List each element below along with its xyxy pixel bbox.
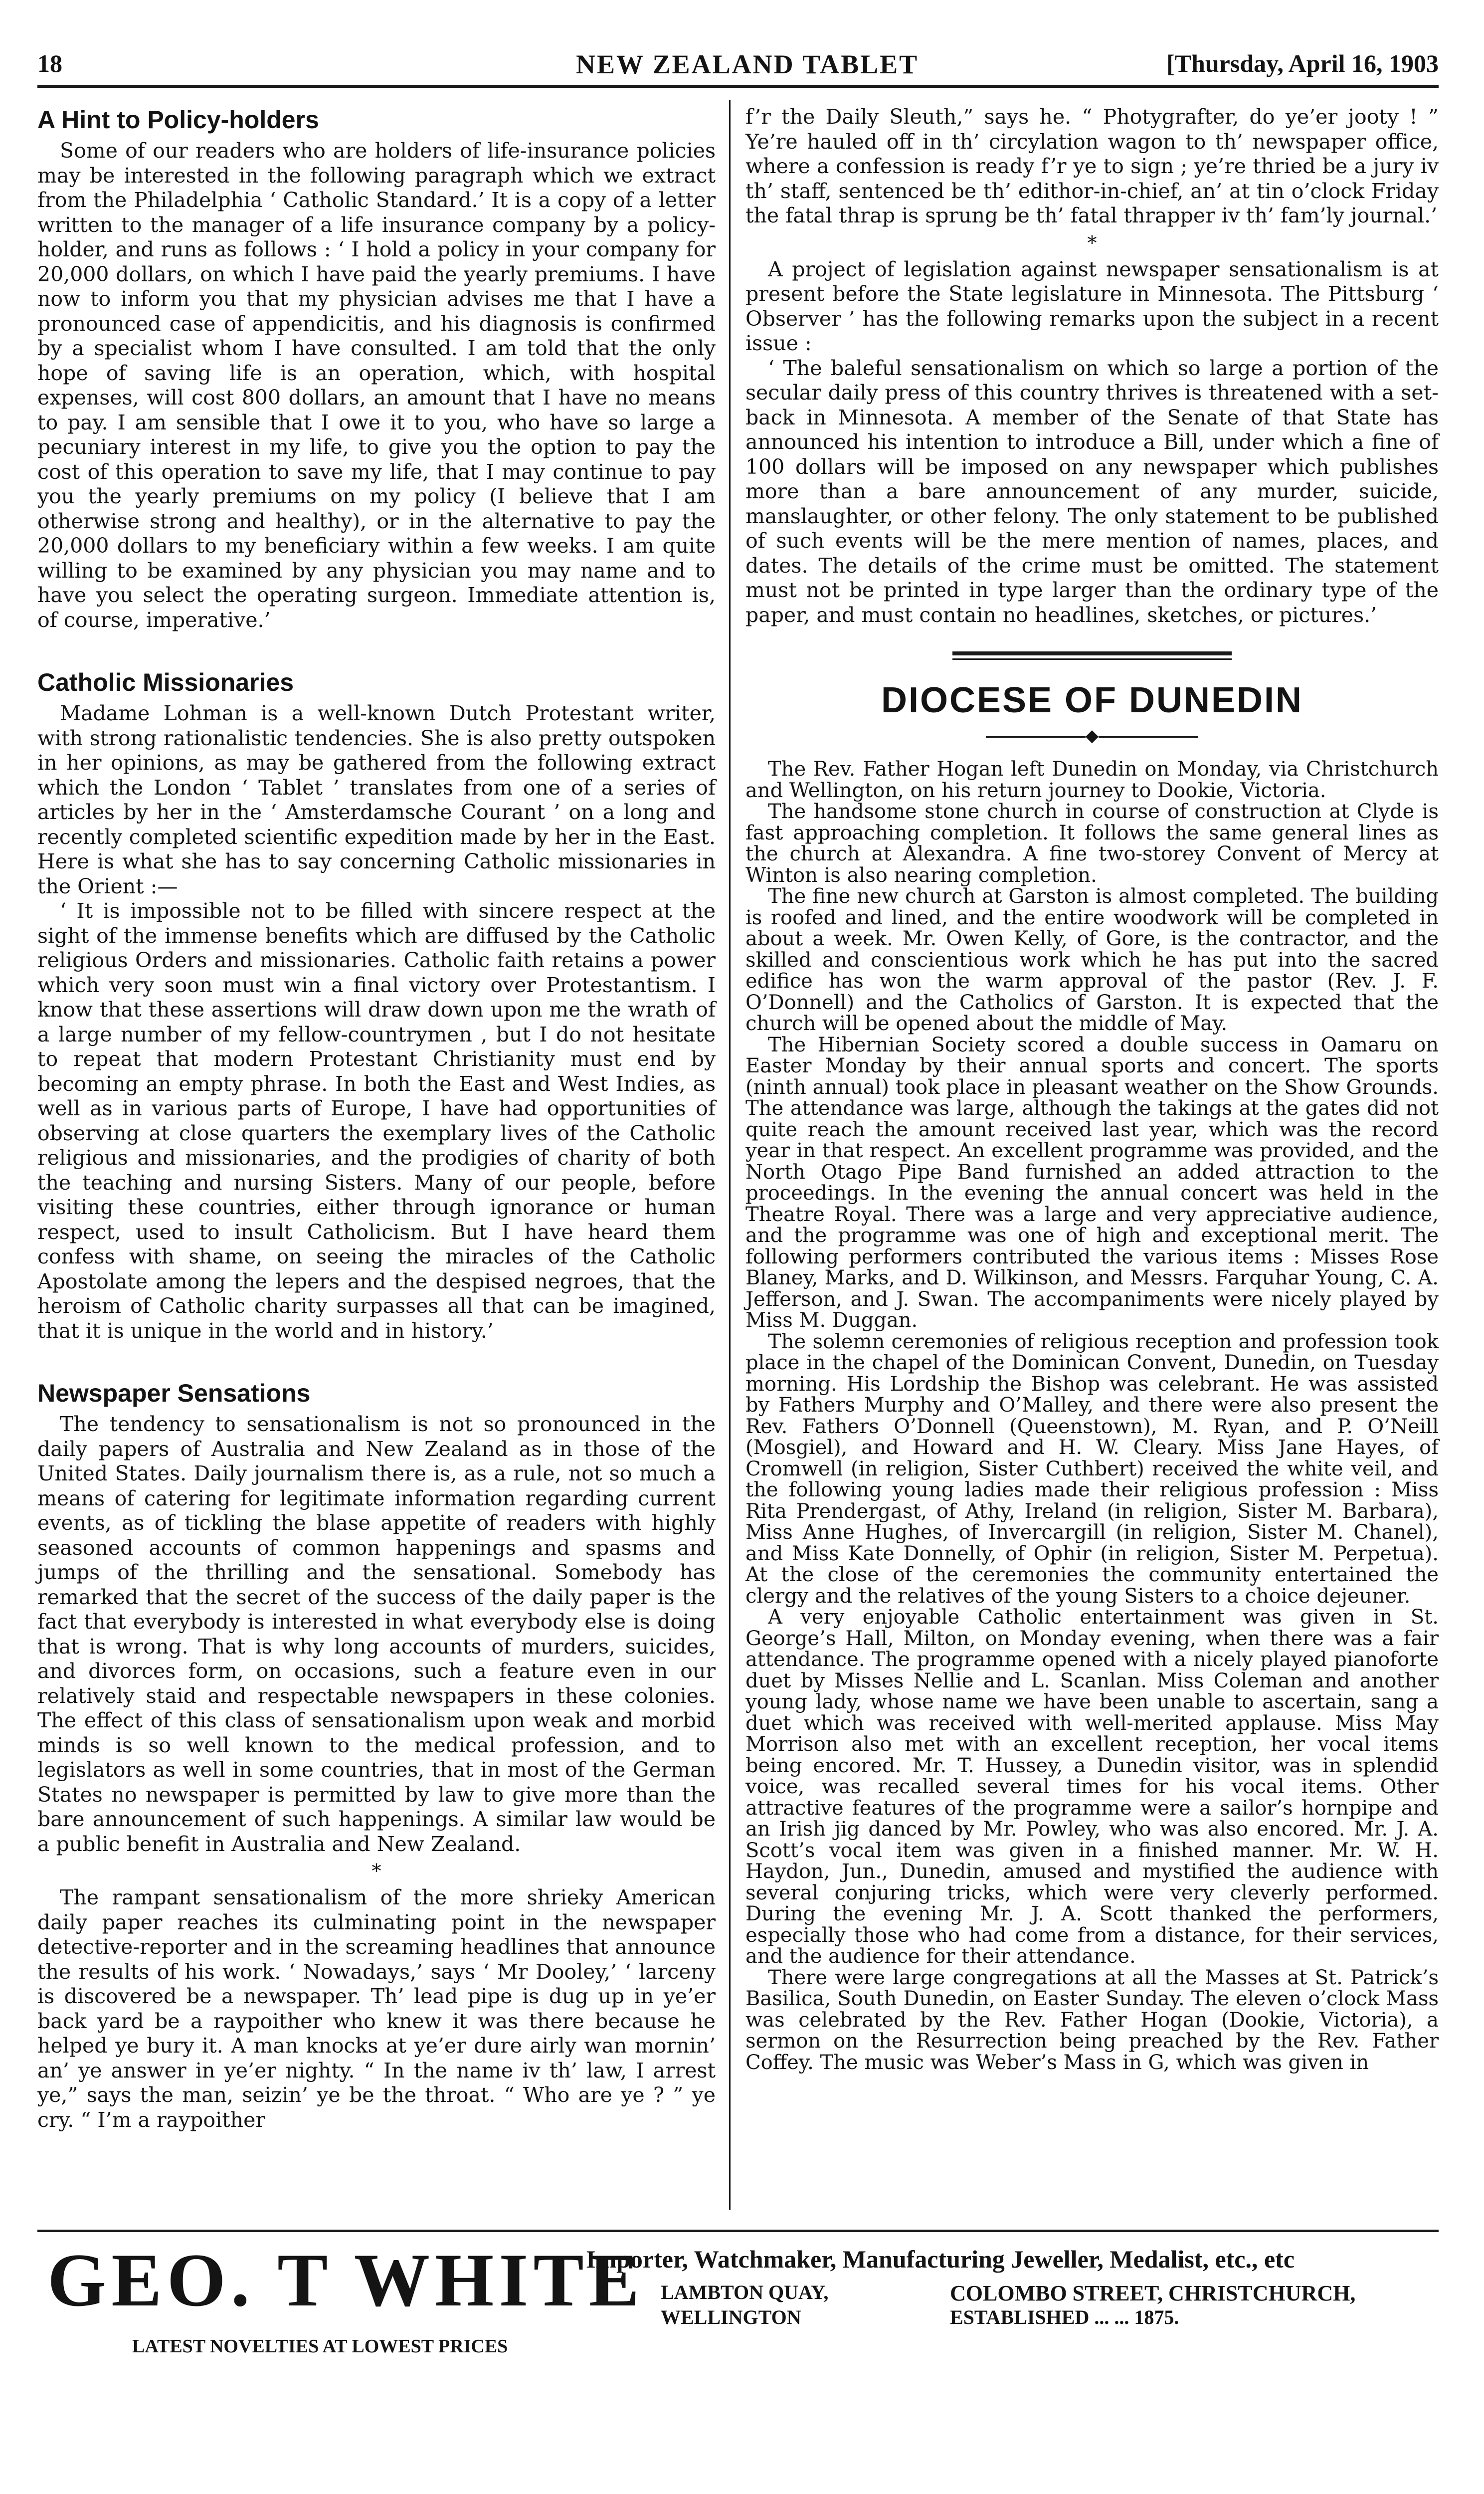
missionaries-paragraph-2: ‘ It is impossible not to be filled with sincere respect at the sight of the immense benefits which are diffused by the Catholic religious Orders and missionaries. Catholic faith retains a power which very soon must win a final victory over Protestantism. I know that these assertions will draw down upon me the wrath of a large number of my fellow-countrymen , but I do not hesitate to repeat that modern Protestant Christianity must end by becoming an empty phrase. In both the East and West Indies, as well as in various parts of Europe, I have had opportunities of observing at close quarters the exemplary lives of the Catholic religious and missionaries, and the prodigies of charity of both the teaching and nursing Sisters. Many of our people, before visiting these countries, either through ignorance or human respect, used to insult Catholicism. But I have heard them confess with shame, on seeing the miracles of the Catholic Apostolate among the lepers and the despised negroes, that the heroism of Catholic charity surpasses all that can be imagined, that it is unique in the world and in history.’: [37, 899, 716, 1343]
issue-date: [Thursday, April 16, 1903: [1166, 49, 1439, 77]
column-divider: [729, 100, 731, 2210]
diamond-icon: ◆: [1085, 726, 1099, 746]
left-column: [37, 105, 716, 2132]
diocese-paragraph-1: The Rev. Father Hogan left Dunedin on Monday, via Christchurch and Wellington, on his return journey to Dookie, Victoria.: [745, 758, 1439, 802]
advert-address-wellington-2: WELLINGTON: [661, 2306, 801, 2328]
observer-quote-paragraph: ‘ The baleful sensationalism on which so large a portion of the secular daily press of this country thrives is threatened with a set-back in Minnesota. A member of the Senate of that State has announced his intention to introduce a Bill, under which a fine of 100 dollars will be imposed on any newspaper which publishes more than a bare announcement of any murder, suicide, manslaughter, or other felony. The only statement to be published of such events will be the mere mention of names, places, and dates. The details of the crime must be omitted. The statement must not be printed in type larger than the ordinary type of the paper, and must contain no headlines, sketches, or pictures.’: [745, 356, 1439, 627]
sensations-paragraph-1: The tendency to sensationalism is not so pronounced in the daily papers of Australia and New Zealand as in those of the United States. Daily journalism there is, as a rule, not so much a means of catering for legitimate information regarding current events, as of tickling the blase appetite of readers with highly seasoned accounts of common happenings and spasms and jumps of the thrilling and the sensational. Somebody has remarked that the secret of the success of the daily paper is the fact that everybody is interested in what everybody else is doing that is wrong. That is why long accounts of murders, suicides, and divorces form, on occasions, such a feature even in our relatively staid and respectable newspapers in these colonies. The effect of this class of sensationalism upon weak and morbid minds is so well known to the medical profession, and to legislators as well in some countries, that in most of the German States no newspaper is permitted by law to give more than the bare announcement of such happenings. A similar law would be a public benefit in Australia and New Zealand.: [37, 1412, 716, 1856]
advert-name: GEO. T WHITE: [47, 2238, 645, 2322]
diocese-paragraph-2: The handsome stone church in course of construction at Clyde is fast approaching completion. It follows the same general lines as the church at Alexandra. A fine two-storey Convent of Mercy at Winton is also nearing completion.: [745, 800, 1439, 887]
diocese-paragraph-6: A very enjoyable Catholic entertainment was given in St. George’s Hall, Milton, on Monday evening, when there was a fair attendance. The programme opened with a nicely played pianoforte duet by Misses Nellie and L. Scanlan. Miss Coleman and another young lady, whose name we have been unable to ascertain, sang a duet which was received with well-merited applause. Miss May Morrison also met with an excellent reception, her vocal items being encored. Mr. T. Hussey, a Dunedin visitor, was in splendid voice, was recalled several times for his vocal items. Other attractive features of the programme were a sailor’s hornpipe and an Irish jig danced by Mr. Powley, who was also encored. Mr. J. A. Scott’s vocal item was given in a finished manner. Mr. W. H. Haydon, Jun., Dunedin, amused and mystified the audience with several conjuring tricks, which were very cleverly performed. During the evening Mr. J. A. Scott thanked the performers, especially those who had come from a distance, for their services, and the audience for their attendance.: [745, 1606, 1439, 1968]
diocese-paragraph-4: The Hibernian Society scored a double success in Oamaru on Easter Monday by their annual sports and concert. The sports (ninth annual) took place in pleasant weather on the Show Grounds. The attendance was large, although the takings at the gates did not quite reach the amount received last year, which was the record year in that respect. An excellent programme was provided, and the North Otago Pipe Band furnished an added attraction to the proceedings. In the evening the annual concert was held in the Theatre Royal. There was a large and very appreciative audience, and the programme was one of high and exceptional merit. The following performers contributed the various items : Misses Rose Blaney, Marks, and D. Wilkinson, and Messrs. Farquhar Young, C. A. Jefferson, and J. Swan. The accompaniments were nicely played by Miss M. Duggan.: [745, 1033, 1439, 1332]
hint-title: A Hint to Policy-holders: [37, 106, 319, 134]
sensations-paragraph-2: The rampant sensationalism of the more shrieky American daily paper reaches its culminating point in the newspaper detective-reporter and in the screaming headlines that announce the results of his work. ‘ Nowadays,’ says ‘ Mr Dooley,’ ‘ larceny is discovered be a newspaper. Th’ lead pipe is dug up in ye’er back yard be a raypoither who knew it was there because he helped ye bury it. A man knocks at ye’er dure airly wan mornin’ an’ ye answer in ye’er nighty. “ In the name iv th’ law, I arrest ye,” says the man, seizin’ ye be the throat. “ Who are ye ? ” ye cry. “ I’m a raypoither: [37, 1885, 716, 2132]
advert-rule: [37, 2230, 1439, 2232]
sensations-continuation: f’r the Daily Sleuth,” says he. “ Photygrafter, do ye’er jooty ! ” Ye’re hauled off in th’ circylation wagon to th’ newspaper office, where a confession is ready f’r ye to sign ; ye’re thried be a jury iv th’ staff, sentenced be th’ edithor-in-chief, an’ at tin o’clock Friday the fatal thrap is sprung be th’ fatal thrapper iv th’ fam’ly journal.’: [745, 105, 1439, 227]
publication-title: NEW ZEALAND TABLET: [576, 49, 919, 79]
page-header: [37, 49, 1439, 89]
hint-paragraph: Some of our readers who are holders of life-insurance policies may be interested in the following paragraph which we extract from the Philadelphia ‘ Catholic Standard.’ It is a copy of a letter written to the manager of a life insurance company by a policy-holder, and runs as follows : ‘ I hold a policy in your company for 20,000 dollars, on which I have paid the yearly premiums. I have now to inform you that my physician advises me that I have a pronounced case of appendicitis, and his diagnosis is confirmed by a specialist whom I have consulted. I am told that the only hope of saving life is an operation, which, with hospital expenses, will cost 800 dollars, an amount that I have no means to pay. I am sensible that I owe it to you, who have so large a pecuniary interest in my life, to give you the option to pay the cost of this operation to save my life, that I may continue to pay you the yearly premiums on my policy (I believe that I am otherwise strong and healthy), or in the alternative to pay the 20,000 dollars to my beneficiary within a few weeks. I am quite willing to be examined by any physician you may name and to have you select the operating surgeon. Immediate attention is, of course, imperative.’: [37, 139, 716, 632]
diocese-paragraph-3: The fine new church at Garston is almost completed. The building is roofed and lined, and the entire woodwork will be completed in about a week. Mr. Owen Kelly, of Gore, is the contractor, and the skilled and conscientious work which he has put into the sacred edifice has won the warm approval of the pastor (Rev. J. F. O’Donnell) and the Catholics of Garston. It is expected that the church will be opened about the middle of May.: [745, 885, 1439, 1035]
advertisement: [37, 2240, 1439, 2409]
right-column: [745, 105, 1439, 2073]
diocese-paragraph-5: The solemn ceremonies of religious reception and profession took place in the chapel of the Dominican Convent, Dunedin, on Tuesday morning. His Lordship the Bishop was celebrant. He was assisted by Fathers Murphy and O’Malley, and there were also present the Rev. Fathers O’Donnell (Queenstown), M. Ryan, and P. O’Neill (Mosgiel), and Howard and H. W. Cleary. Miss Jane Hayes, of Cromwell (in religion, Sister Cuthbert) received the white veil, and the following young ladies made their religious profession : Miss Rita Prendergast, of Athy, Ireland (in religion, Sister M. Barbara), Miss Anne Hughes, of Invercargill (in religion, Sister M. Chanel), and Miss Kate Donnelly, of Ophir (in religion, Sister M. Perpetua). At the close of the ceremonies the community entertained the clergy and the relatives of the young Sisters to a choice dejeuner.: [745, 1330, 1439, 1608]
diocese-title: DIOCESE OF DUNEDIN: [881, 680, 1303, 720]
diocese-paragraph-7: There were large congregations at all the Masses at St. Patrick’s Basilica, South Dunedin, on Easter Sunday. The eleven o’clock Mass was celebrated by the Rev. Father Hogan (Dookie, Victoria), a sermon on the Resurrection being preached by the Rev. Father Coffey. The music was Weber’s Mass in G, which was given in: [745, 1966, 1439, 2074]
header-rule: [37, 85, 1439, 88]
advert-address-christchurch: COLOMBO STREET, CHRISTCHURCH,: [950, 2281, 1356, 2305]
section-star-separator-right: *: [1087, 231, 1097, 254]
diocese-ornament: [745, 726, 1439, 746]
advert-address-wellington-1: LAMBTON QUAY,: [661, 2281, 829, 2303]
advert-tagline: LATEST NOVELTIES AT LOWEST PRICES: [132, 2336, 508, 2357]
section-star-separator: *: [371, 1860, 381, 1882]
sensations-title: Newspaper Sensations: [37, 1379, 311, 1407]
missionaries-title: Catholic Missionaries: [37, 668, 294, 696]
advert-trade: Importer, Watchmaker, Manufacturing Jeweller, Medalist, etc., etc: [586, 2245, 1295, 2273]
advert-established: ESTABLISHED ... ... 1875.: [950, 2306, 1179, 2328]
diocese-header-rules: [952, 651, 1232, 660]
legislation-paragraph: A project of legislation against newspaper sensationalism is at present before the State legislature in Minnesota. The Pittsburg ‘ Observer ’ has the following remarks upon the subject in a recent issue :: [745, 257, 1439, 355]
missionaries-paragraph-1: Madame Lohman is a well-known Dutch Protestant writer, with strong rationalistic tendencies. She is also pretty outspoken in her opinions, as may be gathered from the following extract which the London ‘ Tablet ’ translates from one of a series of articles by her in the ‘ Amsterdamsche Courant ’ on a long and recently completed scientific expedition made by her in the East. Here is what she has to say concerning Catholic missionaries in the Orient :—: [37, 701, 716, 898]
page-number: 18: [37, 49, 62, 77]
